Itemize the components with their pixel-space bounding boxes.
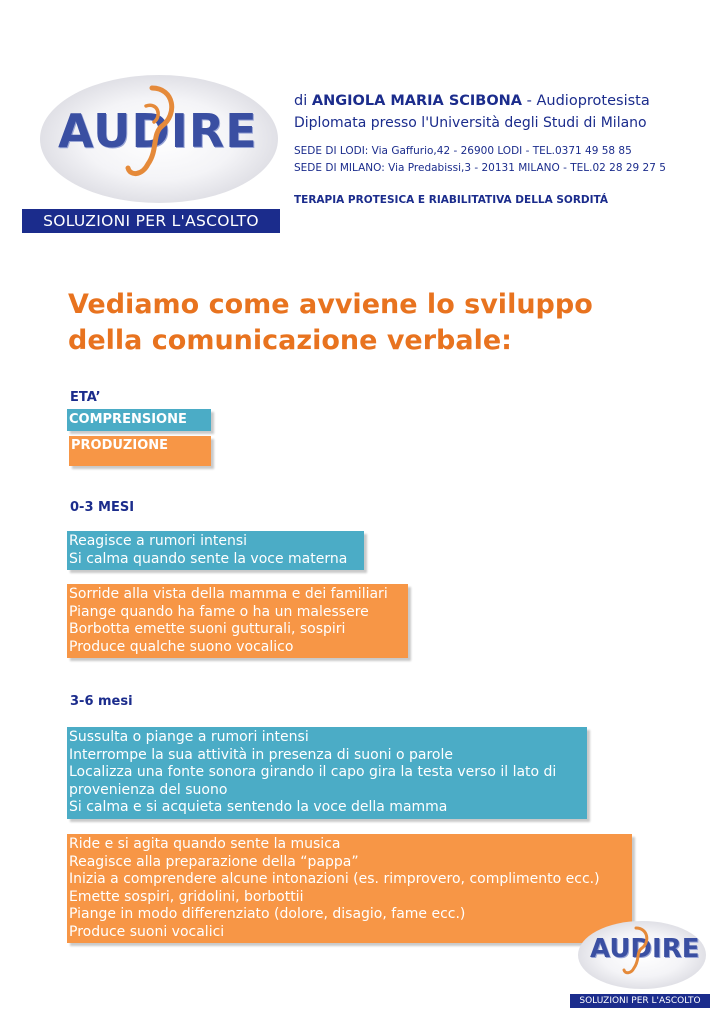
- list-item: Sussulta o piange a rumori intensi: [69, 729, 309, 745]
- header-sede-lodi: SEDE DI LODI: Via Gaffurio,42 - 26900 LODI - TEL.0371 49 58 85: [294, 145, 632, 157]
- list-item: Si calma e si acquieta sentendo la voce della mamma: [69, 799, 448, 815]
- list-item: Produce qualche suono vocalico: [69, 638, 294, 655]
- title-line-2: della comunicazione verbale:: [68, 325, 512, 356]
- title-line-1: Vediamo come avviene lo sviluppo: [68, 289, 593, 320]
- logo-brand: AUDIRE: [58, 104, 258, 158]
- header-sede-milano: SEDE DI MILANO: Via Predabissi,3 - 20131 MILANO - TEL.02 28 29 27 5: [294, 162, 666, 174]
- list-item: Borbotta emette suoni gutturali, sospiri: [69, 621, 346, 637]
- list-item: Ride e si agita quando sente la musica: [69, 836, 341, 852]
- legend-comprensione: COMPRENSIONE: [67, 409, 211, 431]
- comprensione-box-0-3: [67, 531, 364, 570]
- header-role: - Audioprotesista: [522, 93, 650, 109]
- section-label-3-6: 3-6 mesi: [70, 694, 133, 709]
- header-name-line: [294, 93, 650, 109]
- legend-eta: ETA’: [70, 390, 101, 405]
- page-title: [68, 287, 688, 359]
- list-item: provenienza del suono: [69, 781, 228, 798]
- logo-tagline: SOLUZIONI PER L'ASCOLTO: [22, 209, 280, 233]
- legend-produzione: PRODUZIONE: [69, 436, 211, 466]
- produzione-box-0-3: [67, 584, 408, 658]
- list-item: Si calma quando sente la voce materna: [69, 550, 348, 567]
- list-item: Inizia a comprendere alcune intonazioni (es. rimprovero, complimento ecc.): [69, 871, 600, 887]
- list-item: Localizza una fonte sonora girando il capo gira la testa verso il lato di: [69, 764, 557, 780]
- header-terapia: TERAPIA PROTESICA E RIABILITATIVA DELLA SORDITÁ: [294, 194, 609, 206]
- produzione-box-3-6: [67, 834, 632, 943]
- comprensione-box-3-6: [67, 727, 587, 819]
- section-label-0-3: 0-3 MESI: [70, 500, 135, 515]
- list-item: Sorride alla vista della mamma e dei familiari: [69, 586, 388, 602]
- list-item: Interrompe la sua attività in presenza di suoni o parole: [69, 746, 453, 763]
- small-logo-tagline: SOLUZIONI PER L'ASCOLTO: [570, 994, 710, 1008]
- list-item: Piange quando ha fame o ha un malessere: [69, 603, 369, 620]
- header-name-prefix: di: [294, 93, 312, 109]
- header-diploma: Diplomata presso l'Università degli Studi di Milano: [294, 115, 647, 131]
- small-ear-logo-icon: [616, 924, 652, 980]
- header-name: ANGIOLA MARIA SCIBONA: [311, 93, 523, 109]
- list-item: Produce suoni vocalici: [69, 923, 225, 940]
- list-item: Emette sospiri, gridolini, borbottii: [69, 888, 304, 905]
- ear-logo-icon: [112, 80, 182, 190]
- list-item: Reagisce a rumori intensi: [69, 533, 248, 549]
- list-item: Reagisce alla preparazione della “pappa”: [69, 853, 359, 870]
- small-logo-brand: AUDIRE: [590, 934, 700, 964]
- list-item: Piange in modo differenziato (dolore, disagio, fame ecc.): [69, 906, 466, 922]
